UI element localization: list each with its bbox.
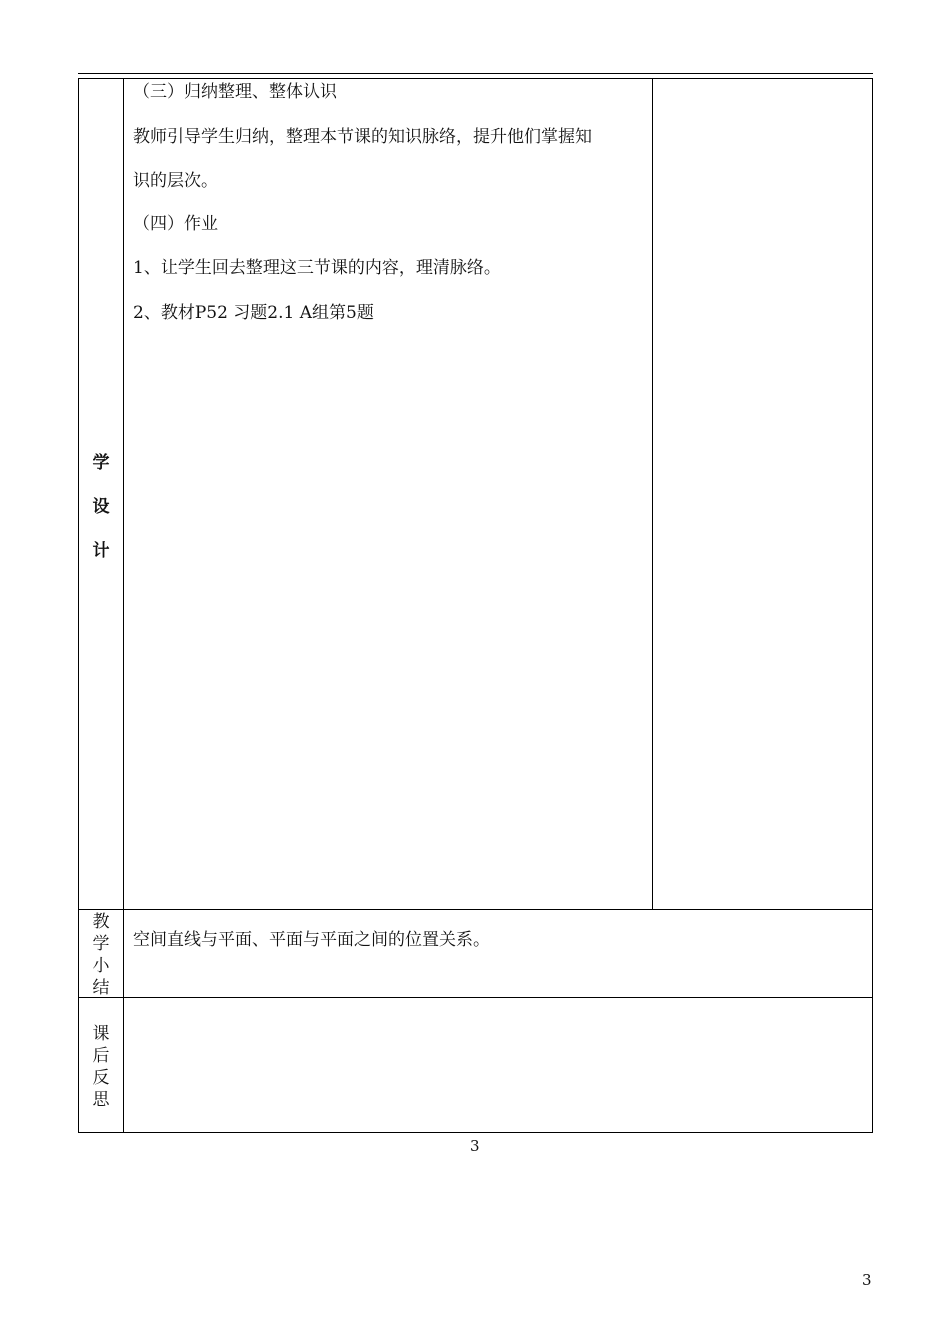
summary-label-char: 小 (92, 956, 110, 976)
header-rule (78, 73, 873, 74)
lesson-table (78, 78, 873, 1133)
page-number-inner: 3 (470, 1137, 480, 1155)
design-label-char: 学 (92, 453, 110, 473)
page-number-outer: 3 (862, 1271, 872, 1289)
reflection-label-char: 后 (92, 1046, 110, 1066)
paragraph-text: 教师引导学生归纳，整理本节课的知识脉络，提升他们掌握知 (133, 127, 592, 147)
reflection-label-char: 反 (92, 1068, 110, 1088)
reflection-label-char: 思 (92, 1090, 110, 1110)
row-divider-summary (79, 909, 872, 910)
section-heading-homework: （四）作业 (133, 214, 218, 234)
design-label (79, 453, 123, 585)
notes-column-divider (652, 79, 653, 909)
summary-text: 空间直线与平面、平面与平面之间的位置关系。 (133, 930, 490, 950)
design-label-char: 设 (92, 497, 110, 517)
homework-item: 1、让学生回去整理这三节课的内容，理清脉络。 (133, 258, 501, 278)
section-heading-summary: （三）归纳整理、整体认识 (133, 82, 337, 102)
summary-label-char: 学 (92, 934, 110, 954)
reflection-label-char: 课 (92, 1024, 110, 1044)
homework-item: 2、教材P52 习题2.1 A组第5题 (133, 303, 374, 323)
label-column-divider (123, 79, 124, 1132)
summary-label (79, 911, 123, 999)
design-label-char: 计 (92, 541, 110, 561)
reflection-label (79, 1023, 123, 1111)
summary-label-char: 教 (92, 912, 110, 932)
summary-label-char: 结 (92, 978, 110, 998)
row-divider-reflection (79, 997, 872, 998)
paragraph-text: 识的层次。 (133, 171, 218, 191)
